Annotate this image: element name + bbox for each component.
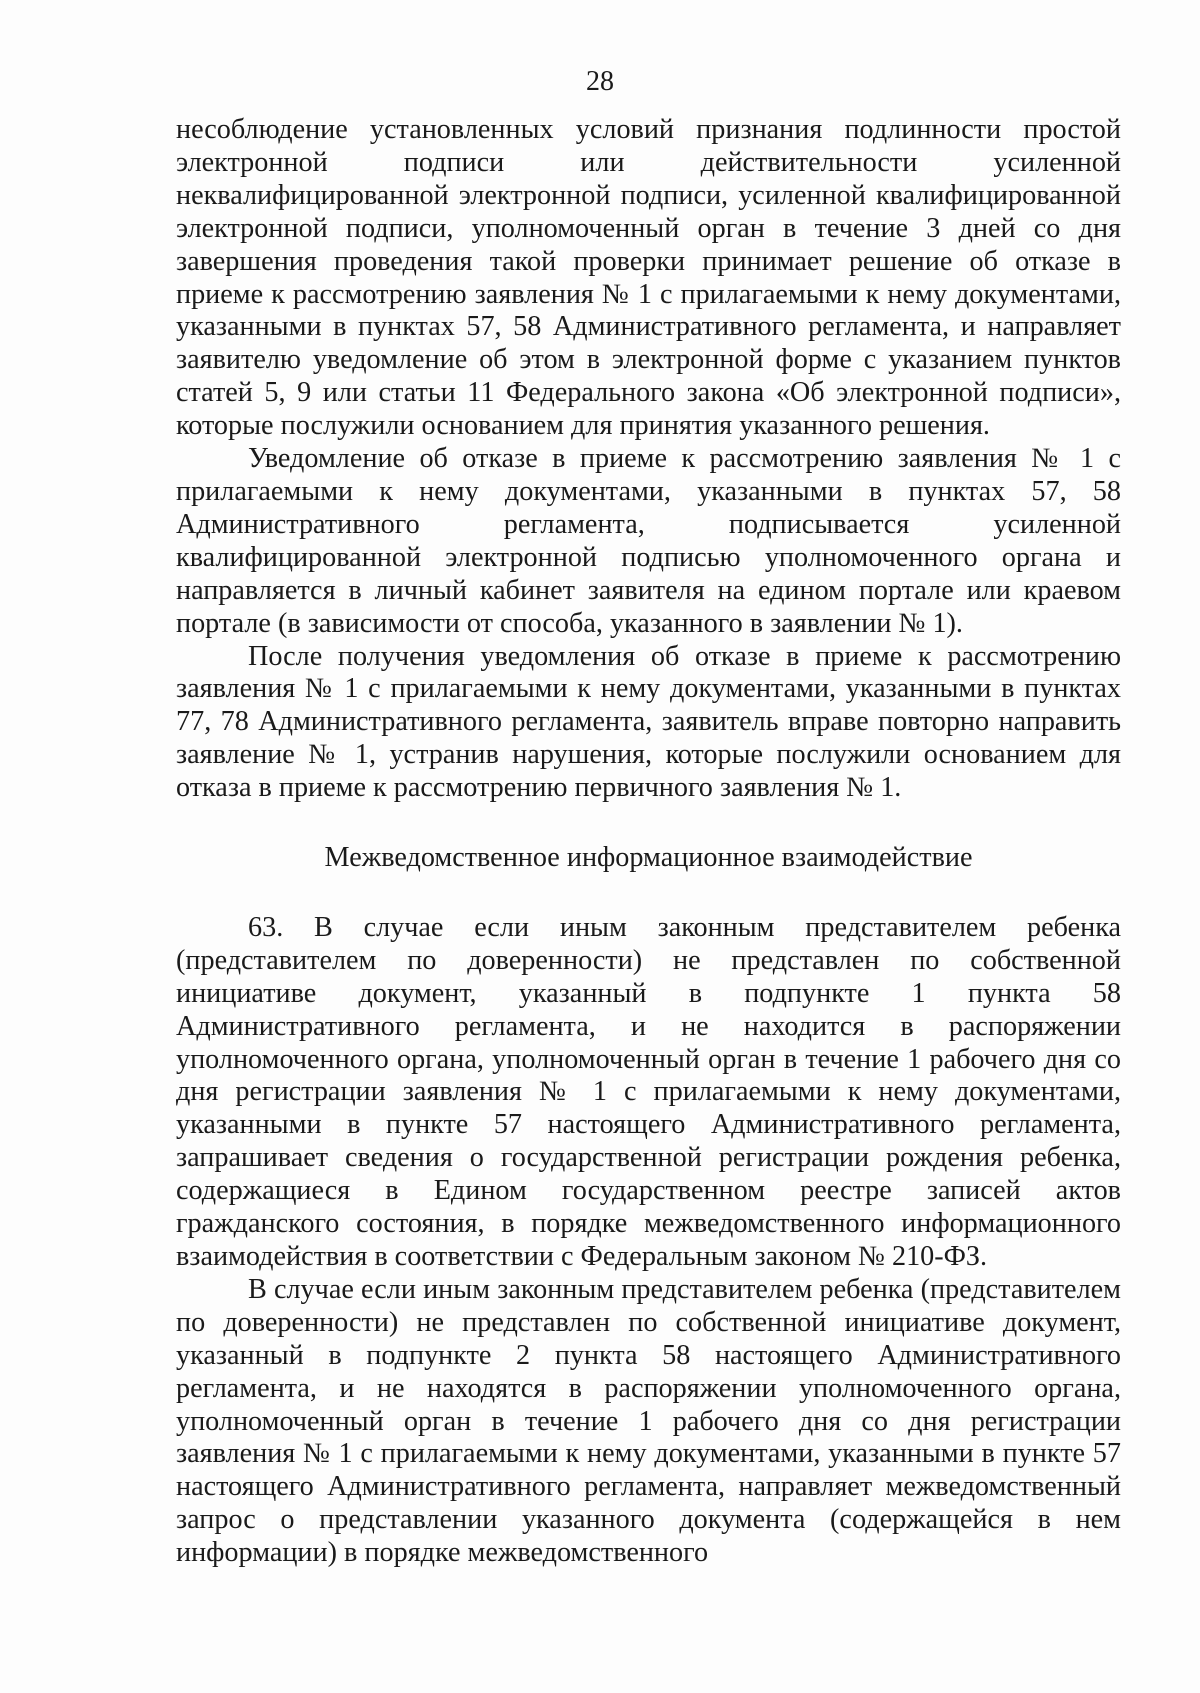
paragraph-resubmission: После получения уведомления об отказе в приеме к рассмотрению заявления № 1 с прилагаемыми к нему документами, указанными в пунктах 77, 78 Административного регламента, заявитель вправе повторно направить заявление № 1, устранив нарушения, которые послужили основанием для отказа в приеме к рассмотрению первичного заявления № 1. [176, 640, 1121, 804]
paragraph-continued: несоблюдение установленных условий признания подлинности простой электронной подписи или действительности усиленной неквалифицированной электронной подписи, усиленной квалифицированной электронной подписи, уполномоченный орган в течение 3 дней со дня завершения проведения такой проверки принимает решение об отказе в приеме к рассмотрению заявления № 1 с прилагаемыми к нему документами, указанными в пунктах 57, 58 Административного регламента, и направляет заявителю уведомление об этом в электронной форме с указанием пунктов статей 5, 9 или статьи 11 Федерального закона «Об электронной подписи», которые послужили основанием для принятия указанного решения. [176, 114, 1121, 442]
page-number: 28 [586, 66, 614, 97]
page-body [176, 114, 1121, 1570]
section-heading: Межведомственное информационное взаимодействие [324, 842, 973, 874]
paragraph-notice-signature: Уведомление об отказе в приеме к рассмотрению заявления № 1 с прилагаемыми к нему документами, указанными в пунктах 57, 58 Административного регламента, подписывается усиленной квалифицированной электронной подписью уполномоченного органа и направляется в личный кабинет заявителя на едином портале или краевом портале (в зависимости от способа, указанного в заявлении № 1). [176, 443, 1121, 639]
paragraph-63-second: В случае если иным законным представителем ребенка (представителем по доверенности) не представлен по собственной инициативе документ, указанный в подпункте 2 пункта 58 настоящего Административного регламента, и не находятся в распоряжении уполномоченного органа, уполномоченный орган в течение 1 рабочего дня со дня регистрации заявления № 1 с прилагаемыми к нему документами, указанными в пункте 57 настоящего Административного регламента, направляет межведомственный запрос о представлении указанного документа (содержащейся в нем информации) в порядке межведомственного [176, 1273, 1121, 1569]
paragraph-63: 63. В случае если иным законным представителем ребенка (представителем по доверенности) не представлен по собственной инициативе документ, указанный в подпункте 1 пункта 58 Административного регламента, и не находится в распоряжении уполномоченного органа, уполномоченный орган в течение 1 рабочего дня со дня регистрации заявления № 1 с прилагаемыми к нему документами, указанными в пункте 57 настоящего Административного регламента, запрашивает сведения о государственной регистрации рождения ребенка, содержащиеся в Едином государственном реестре записей актов гражданского состояния, в порядке межведомственного информационного взаимодействия в соответствии с Федеральным законом № 210-ФЗ. [176, 911, 1121, 1272]
